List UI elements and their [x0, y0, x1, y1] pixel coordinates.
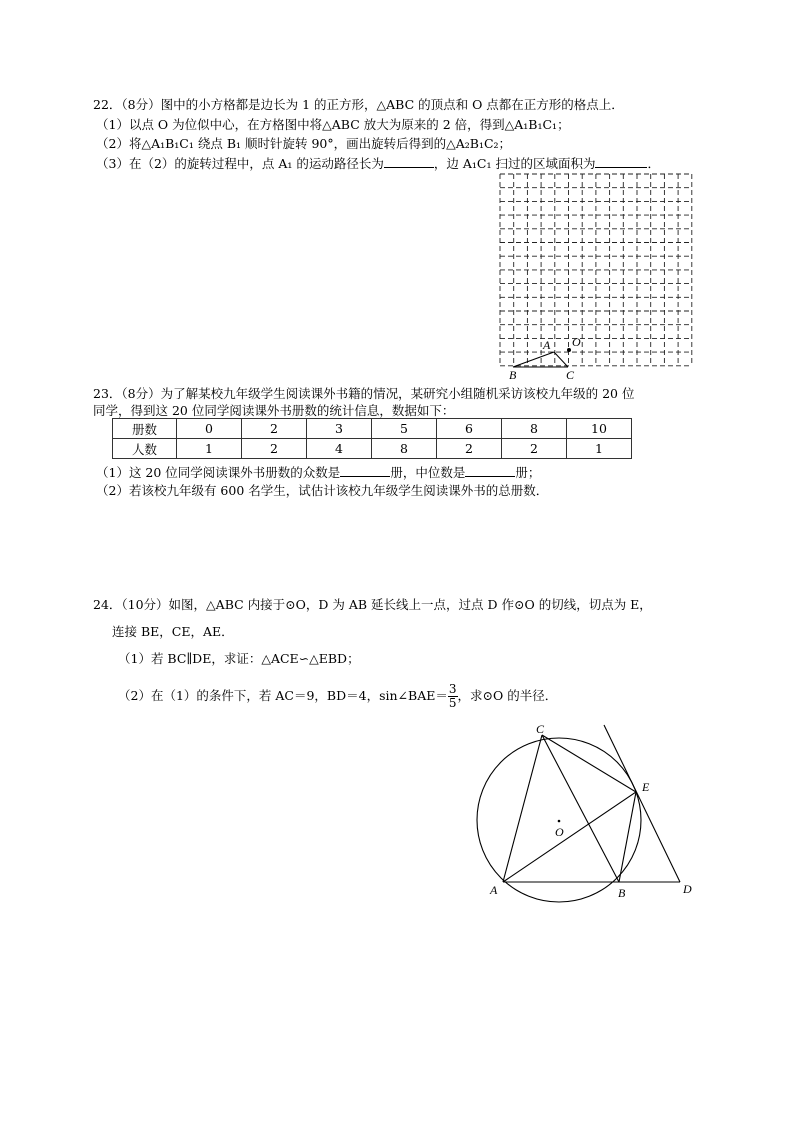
q22-points: （8分） — [121, 97, 161, 112]
q22-number: 22． — [93, 97, 122, 112]
q23-blank-median[interactable] — [465, 464, 515, 477]
q23-part1-text-a: （1）这 20 位同学阅读课外书册数的众数是 — [96, 465, 341, 480]
q24-line1: 24．（10分）如图，△ABC 内接于⊙O，D 为 AB 延长线上一点，过点 D 作⊙O 的切线，切点为 E， — [93, 597, 652, 612]
q22-part1: （1）以点 O 为位似中心，在方格图中将△ABC 放大为原来的 2 倍，得到△A₁B₁C₁； — [96, 117, 570, 132]
q23-part2: （2）若该校九年级有 600 名学生，试估计该校九年级学生阅读课外书的总册数． — [96, 483, 549, 498]
q23-line1: 23．（8分）为了解某校九年级学生阅读课外书籍的情况，某研究小组随机采访该校九年级的 20 位 — [93, 386, 635, 401]
label-b: B — [618, 886, 626, 900]
table-cell: 2 — [242, 419, 307, 439]
center-point — [558, 820, 561, 823]
table-cell: 8 — [372, 439, 437, 459]
q23-line2: 同学，得到这 20 位同学阅读课外书册数的统计信息，数据如下： — [93, 403, 455, 418]
table-cell: 0 — [177, 419, 242, 439]
label-e: E — [642, 780, 650, 794]
triangle-abc — [513, 352, 568, 367]
label-o: O — [572, 335, 581, 349]
q24-part2 — [118, 683, 557, 710]
label-a: A — [490, 883, 498, 897]
table-cell: 2 — [242, 439, 307, 459]
fraction-numerator: 3 — [448, 682, 457, 696]
q23-stats-table — [112, 418, 632, 459]
table-cell: 1 — [177, 439, 242, 459]
table-cell: 8 — [502, 419, 567, 439]
q22-blank-path-length[interactable] — [384, 155, 434, 168]
label-c: C — [566, 368, 575, 382]
table-cell: 4 — [307, 439, 372, 459]
q24-circle-figure — [470, 720, 710, 905]
label-b: B — [509, 368, 517, 382]
table-cell: 1 — [567, 439, 632, 459]
label-d: D — [683, 882, 692, 896]
q23-part1 — [96, 464, 540, 481]
point-o — [567, 348, 571, 352]
label-c: C — [536, 722, 545, 736]
table-header-books: 册数 — [113, 419, 177, 439]
q24-part1: （1）若 BC∥DE，求证：△ACE∽△EBD； — [118, 651, 360, 666]
q22-stem-text: 图中的小方格都是边长为 1 的正方形，△ABC 的顶点和 O 点都在正方形的格点上． — [160, 97, 624, 112]
q23-part1-text-b: 册，中位数是 — [390, 465, 466, 480]
q22-part3-text-c: ． — [647, 156, 660, 171]
table-row-books — [113, 419, 632, 439]
fraction-three-fifths — [448, 683, 458, 710]
table-cell: 5 — [372, 419, 437, 439]
q23-part1-text-c: 册； — [515, 465, 541, 480]
q22-blank-swept-area[interactable] — [595, 155, 647, 168]
q22-grid-figure — [496, 170, 702, 382]
fraction-denominator: 5 — [448, 696, 457, 710]
q23-blank-mode[interactable] — [340, 464, 390, 477]
label-o: O — [555, 825, 564, 839]
q24-line2: 连接 BE，CE，AE． — [112, 624, 234, 639]
table-cell: 10 — [567, 419, 632, 439]
table-cell: 6 — [437, 419, 502, 439]
q22-part3-text-b: ，边 A₁C₁ 扫过的区域面积为 — [433, 156, 596, 171]
q22-part2: （2）将△A₁B₁C₁ 绕点 B₁ 顺时针旋转 90°，画出旋转后得到的△A₂B₁C₂； — [96, 136, 512, 151]
q24-part2-text-a: （2）在（1）的条件下，若 AC＝9，BD＝4，sin∠BAE＝ — [118, 688, 448, 703]
q22-part3-text-a: （3）在（2）的旋转过程中，点 A₁ 的运动路径长为 — [96, 156, 384, 171]
table-cell: 2 — [437, 439, 502, 459]
table-header-people: 人数 — [113, 439, 177, 459]
table-row-people — [113, 439, 632, 459]
label-a: A — [543, 338, 551, 352]
table-cell: 3 — [307, 419, 372, 439]
figure-lines — [503, 725, 680, 882]
q24-part2-text-b: ，求⊙O 的半径． — [457, 688, 558, 703]
q22-stem — [93, 97, 624, 113]
grid-lines — [500, 174, 692, 366]
table-cell: 2 — [502, 439, 567, 459]
